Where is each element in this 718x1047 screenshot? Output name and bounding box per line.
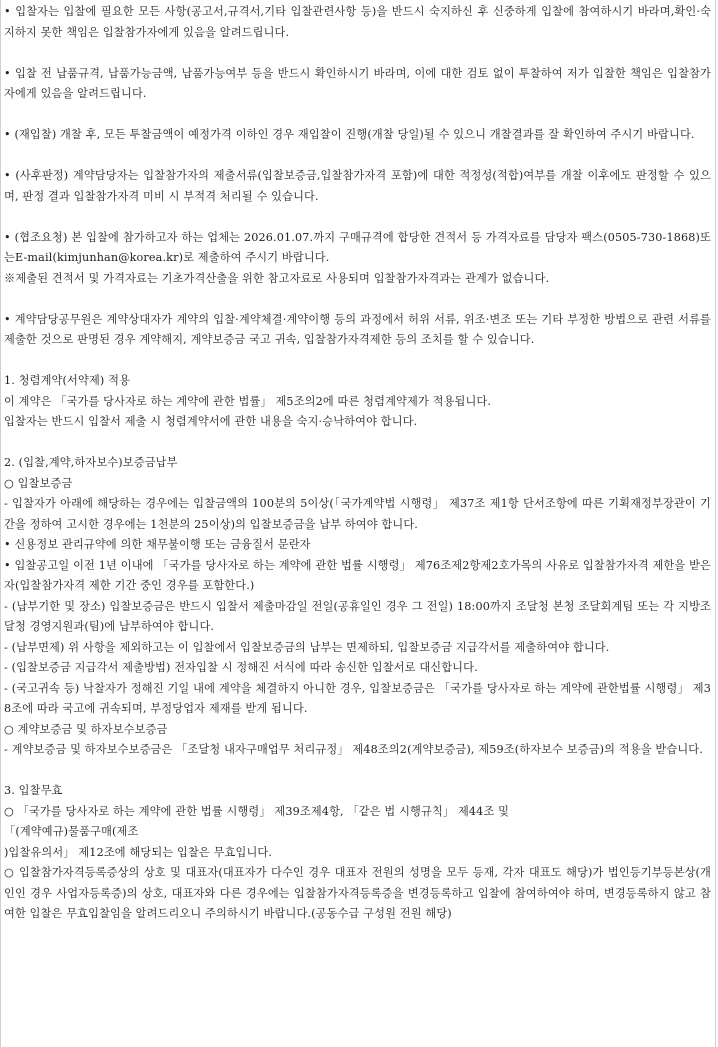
spacer — [4, 289, 711, 310]
section-line: 이 계약은 「국가를 당사자로 하는 계약에 관한 법률」 제5조의2에 따른 청렴계약제가 적용됩니다. — [4, 394, 492, 408]
notice-paragraph: • (사후판정) 계약담당자는 입찰참가자의 제출서류(입찰보증금,입찰참가자격 포함)에 대한 적정성(적합)여부를 개찰 이후에도 판정할 수 있으며, 판정 결과 입찰참가자격 미비 시 부적격 처리될 수 있습니다. — [4, 169, 711, 203]
notice-paragraph: • (협조요청) 본 입찰에 참가하고자 하는 업체는 2026.01.07.까지 구매규격에 합당한 견적서 등 가격자료를 담당자 팩스(0505-730-1868)또는E-mail(kimjunhan@korea.kr)로 제출하여 주시기 바랍니다. — [4, 230, 711, 264]
section-line: • 신용정보 관리규약에 의한 채무불이행 또는 금융질서 문란자 — [4, 538, 311, 551]
section-title: 1. 청렴계약(서약제) 적용 — [4, 374, 131, 387]
section-line: ○ 「국가를 당사자로 하는 계약에 관한 법률 시행령」 제39조제4항, 「같은 법 시행규칙」 제44조 및 — [4, 804, 510, 818]
section-line: 「(계약예규)물품구매(제조 — [4, 825, 139, 838]
section-line: - 입찰자가 아래에 해당하는 경우에는 입찰금액의 100분의 5이상(「국가계약법 시행령」 제37조 제1항 단서조항에 따른 기획재정부장관이 기간을 정하여 고시한 경우에는 1천분의 25이상)의 입찰보증금을 납부 하여야 합니다. — [4, 497, 711, 531]
notice-note: ※제출된 견적서 및 가격자료는 기초가격산출을 위한 참고자료로 사용되며 입찰참가자격과는 관계가 없습니다. — [4, 271, 550, 285]
section-line: ○ 계약보증금 및 하자보수보증금 — [4, 722, 168, 736]
spacer — [4, 146, 711, 167]
section-line: ○ 입찰참가자격등록증상의 상호 및 대표자(대표자가 다수인 경우 대표자 전원의 성명을 모두 등재, 각자 대표도 해당)가 법인등기부등본상(개인인 경우 사업자등록증)의 상호, 대표자와 다른 경우에는 입찰참가자격등록증을 변경등록하고 입찰에 참여하여야 하며, 변경등록하지 않고 참여한 입찰은 무효입찰임을 알려드리오니 주의하시기 바랍니다.(공동수급 구성원 전원 해당) — [4, 866, 711, 920]
section-line: - (입찰보증금 지급각서 제출방법) 전자입찰 시 정해진 서식에 따라 송신한 입찰서로 대신합니다. — [4, 661, 478, 674]
spacer — [4, 761, 711, 782]
notice-paragraph: • 입찰 전 납품규격, 납품가능금액, 납품가능여부 등을 반드시 확인하시기 바라며, 이에 대한 검토 없이 투찰하여 저가 입찰한 책임은 입찰참가자에게 있음을 알려드립니다. — [4, 66, 711, 100]
spacer — [4, 433, 711, 454]
section-line: - (납부면제) 위 사항을 제외하고는 이 입찰에서 입찰보증금의 납부는 면제하되, 입찰보증금 지급각서를 제출하여야 합니다. — [4, 640, 610, 654]
spacer — [4, 105, 711, 126]
section-line: - (국고귀속 등) 낙찰자가 정해진 기일 내에 계약을 체결하지 아니한 경우, 입찰보증금은 「국가를 당사자로 하는 계약에 관한법률 시행령」 제38조에 따라 국고에 귀속되며, 부정당업자 제재를 받게 됩니다. — [4, 681, 711, 715]
section-line: • 입찰공고일 이전 1년 이내에 「국가를 당사자로 하는 계약에 관한 법률 시행령」 제76조제2항제2호가목의 사유로 입찰참가자격 제한을 받은 자(입찰참가자격 제한 기간 중인 경우를 포함한다.) — [4, 558, 711, 592]
spacer — [4, 207, 711, 228]
section-line: - 계약보증금 및 하자보수보증금은 「조달청 내자구매업무 처리규정」 제48조의2(계약보증금), 제59조(하자보수 보증금)의 적용을 받습니다. — [4, 743, 703, 756]
section-line: )입찰유의서」 제12조에 해당되는 입찰은 무효입니다. — [4, 845, 273, 859]
section-title: 3. 입찰무효 — [4, 784, 63, 797]
section-line: - (납부기한 및 장소) 입찰보증금은 반드시 입찰서 제출마감일 전일(공휴일인 경우 그 전일) 18:00까지 조달청 본청 조달회계팀 또는 각 지방조달청 경영지원과(팀)에 납부하여야 합니다. — [4, 599, 711, 633]
notice-paragraph: • 입찰자는 입찰에 필요한 모든 사항(공고서,규격서,기타 입찰관련사항 등)을 반드시 숙지하신 후 신중하게 입찰에 참여하시기 바라며,확인·숙지하지 못한 책임은 입찰참가자에게 있음을 알려드립니다. — [4, 5, 711, 39]
section-line: 입찰자는 반드시 입찰서 제출 시 청렴계약서에 관한 내용을 숙지·승낙하여야 합니다. — [4, 415, 418, 428]
notice-paragraph: • 계약담당공무원은 계약상대자가 계약의 입찰·계약체결·계약이행 등의 과정에서 허위 서류, 위조·변조 또는 기타 부정한 방법으로 관련 서류를 제출한 것으로 판명된 경우 계약해지, 계약보증금 국고 귀속, 입찰참가자격제한 등의 조치를 할 수 있습니다. — [4, 312, 711, 346]
section-title: 2. (입찰,계약,하자보수)보증금납부 — [4, 456, 178, 469]
spacer — [4, 351, 711, 372]
spacer — [4, 43, 711, 64]
section-line: ○ 입찰보증금 — [4, 476, 73, 490]
notice-paragraph: • (재입찰) 개찰 후, 모든 투찰금액이 예정가격 이하인 경우 재입찰이 진행(개찰 당일)될 수 있으니 개찰결과를 잘 확인하여 주시기 바랍니다. — [4, 128, 695, 141]
